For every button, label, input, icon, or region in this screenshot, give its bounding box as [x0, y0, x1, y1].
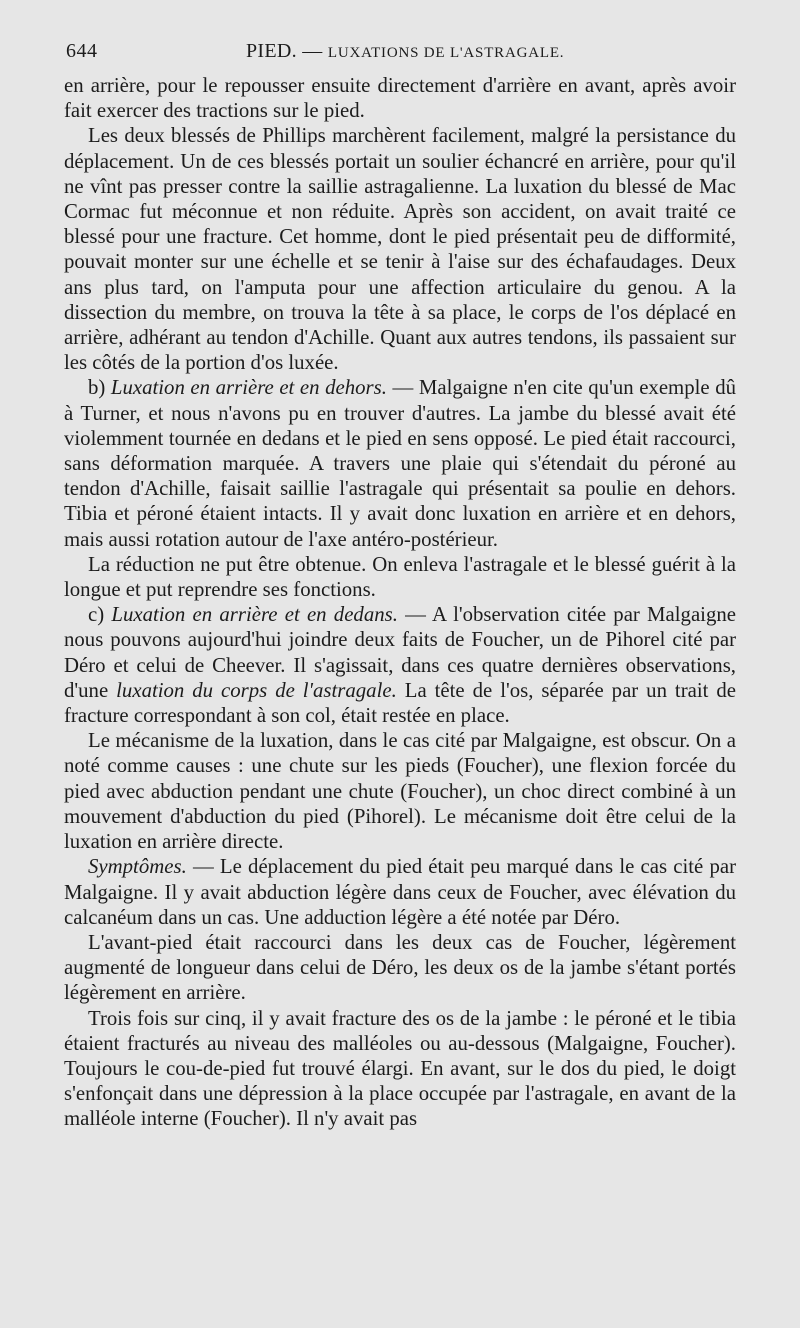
running-title-separator: — — [302, 40, 323, 62]
paragraph-6 — [64, 728, 736, 854]
paragraph-2 — [64, 123, 736, 375]
body-text — [64, 73, 736, 1132]
paragraph-2-text: Les deux blessés de Phillips marchèrent facilement, malgré la persistance du déplacement. Un de ces blessés portait un soulier échancré en arrière, pour qu'il ne vînt pas presser contre la saillie astragalienne. La luxation du blessé de Mac Cormac fut méconnue et non réduite. Après son accident, on avait traité ce blessé pour une fracture. Cet homme, dont le pied présentait peu de difformité, pouvait monter sur une échelle et se tenir à l'aise sur des échafaudages. Deux ans plus tard, on l'amputa pour une affection articulaire du genou. A la dissection du membre, on trouva la tête à sa place, le corps de l'os déplacé en arrière, adhérant au tendon d'Achille. Quant aux autres tendons, ils passaient sur les côtés de la portion d'os luxée. — [64, 124, 736, 375]
section-heading-b: Luxation en arrière et en dehors. — [110, 376, 387, 400]
section-heading-symptomes: Symptômes. — [88, 855, 187, 879]
paragraph-5-emphasis: luxation du corps de l'astragale. — [116, 678, 397, 702]
paragraph-7-text: — Le déplacement du pied était peu marqué dans le cas cité par Malgaigne. Il y avait abduction légère dans ceux de Foucher, avec élévation du calcanéum dans un cas. Une adduction légère a été notée par Déro. — [64, 855, 736, 929]
page-number: 644 — [66, 40, 98, 62]
paragraph-5 — [64, 602, 736, 728]
section-label-c: c) — [88, 603, 105, 627]
paragraph-3-text: — Malgaigne n'en cite qu'un exemple dû à Turner, et nous n'avons pu en trouver d'autres. La jambe du blessé avait été violemment tournée en dedans et le pied en sens opposé. Le pied était raccourci, sans déformation marquée. A travers une plaie qui s'étendait du péroné au tendon d'Achille, faisait saillie l'astragale qui présentait sa poulie en dehors. Tibia et péroné étaient intacts. Il y avait donc luxation en arrière et en dehors, mais aussi rotation autour de l'axe antéro-postérieur. — [64, 376, 737, 551]
running-title-main: PIED. — [246, 40, 297, 62]
section-heading-c: Luxation en arrière et en dedans. — [111, 603, 398, 627]
paragraph-8-text: L'avant-pied était raccourci dans les deux cas de Foucher, légèrement augmenté de longueur dans celui de Déro, les deux os de la jambe s'étant portés légèrement en arrière. — [64, 930, 736, 1005]
paragraph-9-text: Trois fois sur cinq, il y avait fracture des os de la jambe : le péroné et le tibia étaient fracturés au niveau des malléoles ou au-dessous (Malgaigne, Foucher). Toujours le cou-de-pied fut trouvé élargi. En avant, sur le dos du pied, le doigt s'enfonçait dans une dépression à la place occupée par l'astragale, en avant de la malléole interne (Foucher). Il n'y avait pas — [64, 1006, 736, 1131]
running-header — [66, 40, 734, 70]
paragraph-5-text-a: — A l'observation citée par Malgaigne nous pouvons aujourd'hui joindre deux faits de Foucher, un de Pihorel cité par Déro et celui de Cheever. Il s'agissait, dans ces quatre dernières observations, d'une — [64, 603, 736, 702]
paragraph-4 — [64, 552, 736, 602]
paragraph-6-text: Le mécanisme de la luxation, dans le cas cité par Malgaigne, est obscur. On a noté comme causes : une chute sur les pieds (Foucher), une flexion forcée du pied avec abduction pendant une chute (Foucher), un choc direct combiné à un mouvement d'abduction du pied (Pihorel). Le mécanisme doit être celui de la luxation en arrière directe. — [64, 729, 736, 854]
paragraph-1 — [64, 73, 736, 123]
running-title-sub: LUXATIONS DE L'ASTRAGALE. — [327, 45, 565, 61]
paragraph-7 — [64, 854, 736, 930]
running-title — [246, 40, 564, 63]
paragraph-4-text: La réduction ne put être obtenue. On enleva l'astragale et le blessé guérit à la longue et put reprendre ses fonctions. — [64, 552, 736, 602]
section-label-b: b) — [88, 376, 106, 400]
paragraph-3 — [64, 375, 736, 551]
paragraph-9 — [64, 1006, 736, 1132]
paragraph-5-text-b: La tête de l'os, séparée par un trait de fracture correspondant à son col, était restée en place. — [64, 678, 737, 728]
paragraph-8 — [64, 930, 736, 1006]
paragraph-1-text: en arrière, pour le repousser ensuite directement d'arrière en avant, après avoir fait exercer des tractions sur le pied. — [64, 74, 736, 123]
